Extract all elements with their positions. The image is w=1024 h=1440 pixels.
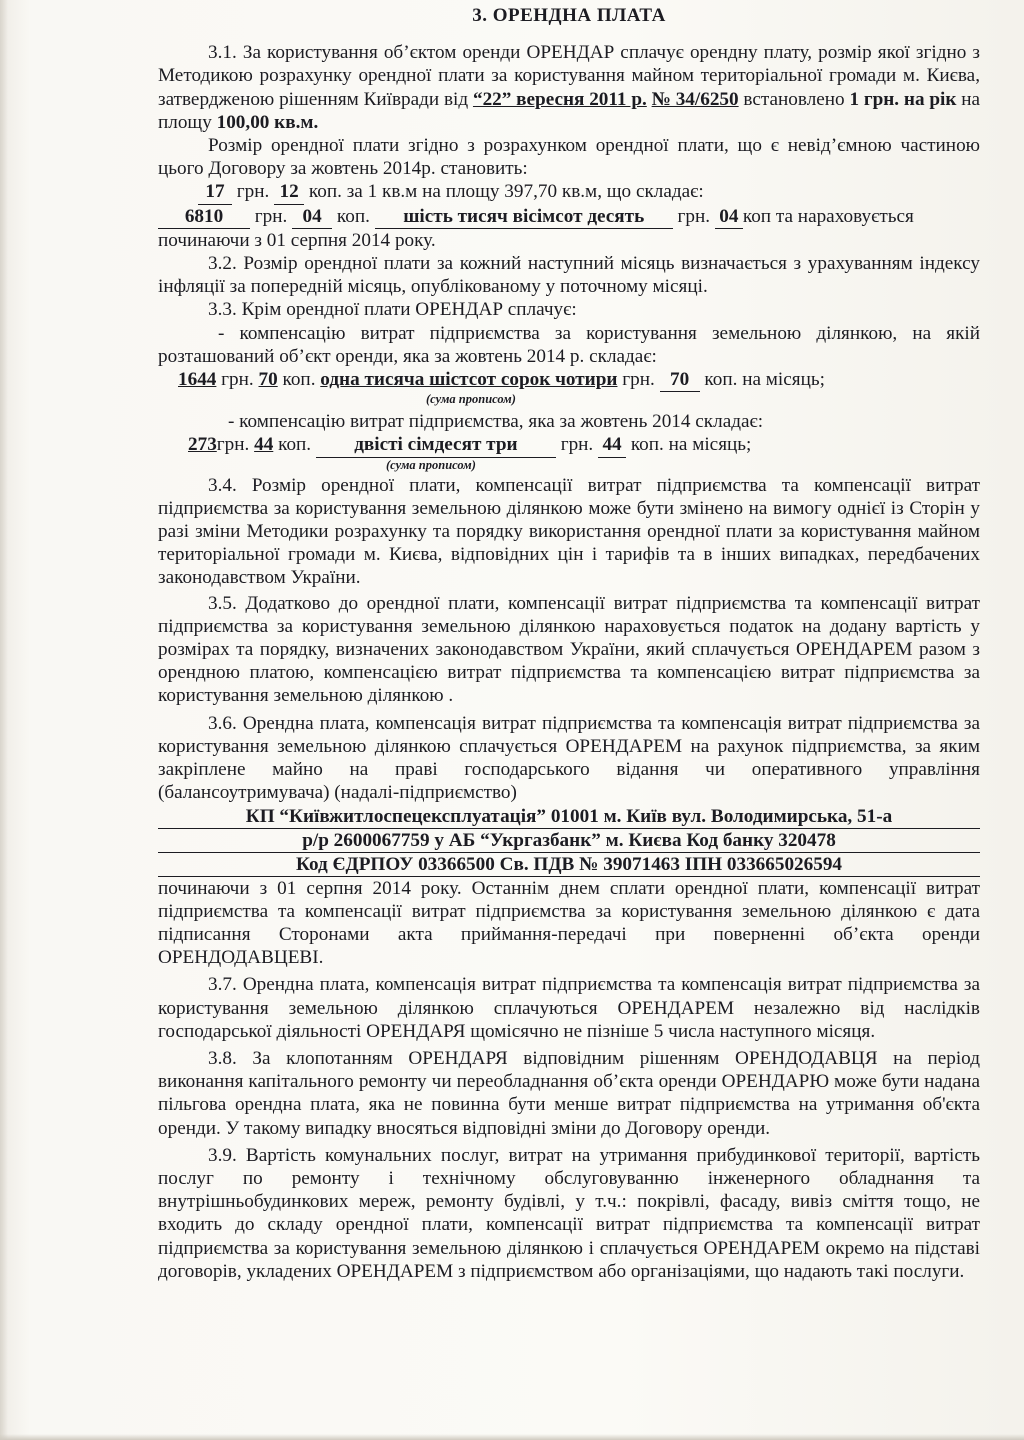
bank-details-line-3: Код ЄДРПОУ 03366500 Св. ПДВ № 39071463 ІПН 033665026594 <box>158 853 980 877</box>
paragraph-3-6-continuation: починаючи з 01 серпня 2014 року. Останнім днем сплати орендної плати, компенсації витрат підприємства та компенсації витрат підприємства за користування земельною ділянкою є дата підписання Сторонами акта приймання-передачі при поверненні об’єкта оренди ОРЕНДОДАВЦЕВІ. <box>158 877 980 969</box>
document-body <box>158 4 980 1283</box>
land-compensation-text: - компенсацію витрат підприємства за користування земельною ділянкою, на якій розташований об’єкт оренди, яка за жовтень 2014 р. складає: <box>158 322 980 367</box>
rent-start-line: починаючи з 01 серпня 2014 року. <box>158 229 436 251</box>
sum-in-words-note-2: (сума прописом) <box>386 457 476 472</box>
scan-edge <box>0 0 8 1440</box>
paragraph-3-2: 3.2. Розмір орендної плати за кожний наступний місяць визначається з урахуванням індексу інфляції за попередній місяць, опублікованому у поточному місяці. <box>158 253 980 298</box>
paragraph-3-3: 3.3. Крім орендної плати ОРЕНДАР сплачує: <box>208 299 577 321</box>
section-title: 3. ОРЕНДНА ПЛАТА <box>472 5 666 26</box>
sum-in-words-note: (сума прописом) <box>426 392 516 407</box>
paragraph-rent-size: Розмір орендної плати згідно з розрахунком орендної плати, що є невід’ємною частиною цього Договору за жовтень 2014р. становить: <box>158 135 980 180</box>
bank-details-line-1: КП “Київжитлоспецексплуатація” 01001 м. Київ вул. Володимирська, 51-а <box>158 805 980 829</box>
paragraph-3-8: 3.8. За клопотанням ОРЕНДАРЯ відповідним рішенням ОРЕНДОДАВЦЯ на період виконання капітального ремонту чи переобладнання об’єкта оренди ОРЕНДАРЮ може бути надана пільгова орендна плата, яка не повинна бути менше витрат підприємства на утримання об'єкта оренди. У такому випадку вносяться відповідні зміни до Договору оренди. <box>158 1047 980 1139</box>
paragraph-3-5: 3.5. Додатково до орендної плати, компенсації витрат підприємства та компенсації витрат підприємства за користування земельною ділянкою нараховується податок на додану вартість у розмірах та порядку, визначених законодавством України, який сплачується ОРЕНДАРЕМ разом з орендною платою, компенсацією витрат підприємства та компенсацією витрат підприємства за користування земельною ділянкою . <box>158 592 980 707</box>
paragraph-3-1: 3.1. За користування об’єктом оренди ОРЕНДАР сплачує орендну плату, розмір якої згідно з Методикою розрахунку орендної плати за користування майном територіальної громади м. Києва, затвердженою рішенням Київради від “22” вересня 2011 р. № 34/6250 встановлено 1 грн. на рік на площу 100,00 кв.м. <box>158 42 981 133</box>
bank-details-line-2: р/р 2600067759 у АБ “Укргазбанк” м. Києва Код банку 320478 <box>158 829 980 853</box>
paragraph-3-7: 3.7. Орендна плата, компенсація витрат підприємства та компенсація витрат підприємства за користування земельною ділянкою сплачуються ОРЕНДАРЕМ незалежно від наслідків господарської діяльності ОРЕНДАРЯ щомісячно не пізніше 5 числа наступного місяця. <box>158 974 980 1042</box>
rent-total-line: 6810 грн. 04 коп. шість тисяч вісімсот десять грн. 04 коп та нараховується <box>158 205 980 229</box>
scan-bottom-edge <box>0 1434 1024 1440</box>
paragraph-3-6: 3.6. Орендна плата, компенсація витрат підприємства та компенсація витрат підприємства за користування земельною ділянкою сплачується ОРЕНДАРЕМ на рахунок підприємства, за яким закріплене майно на праві господарського відання чи оперативного управління (балансоутримувача) (надалі-підприємство) <box>158 712 980 804</box>
enterprise-compensation-amount: 273грн. 44 коп. двісті сімдесят три грн. 44 коп. на місяць; <box>158 433 980 457</box>
paragraph-3-9: 3.9. Вартість комунальних послуг, витрат на утримання прибудинкової території, вартість послуг по ремонту і технічному обслуговуванню інженерного обладнання та внутрішньобудинкових мереж, ремонту будівлі, у т.ч.: покрівлі, фасаду, вивіз сміття тощо, не входить до складу орендної плати, компенсації витрат підприємства та компенсації витрат підприємства за користування земельною ділянкою і сплачується ОРЕНДАРЕМ окремо на підставі договорів, укладених ОРЕНДАРЕМ з підприємством або організаціями, що надають такі послуги. <box>158 1144 980 1282</box>
rent-per-sqm-line: 17 грн. 12 коп. за 1 кв.м на площу 397,70 кв.м, що складає: <box>158 180 980 204</box>
enterprise-compensation-text: - компенсацію витрат підприємства, яка за жовтень 2014 складає: <box>228 411 764 433</box>
paragraph-3-4: 3.4. Розмір орендної плати, компенсації витрат підприємства та компенсації витрат підприємства за користування земельною ділянкою може бути змінено на вимогу однієї із Сторін у разі зміни Методики розрахунку та порядку використання орендної плати за користування майном територіальної громади м. Києва, відповідних цін і тарифів та в інших випадках, передбачених законодавством України. <box>158 474 980 589</box>
land-compensation-amount: 1644 грн. 70 коп. одна тисяча шістсот сорок чотири грн. 70 коп. на місяць; <box>158 368 980 392</box>
